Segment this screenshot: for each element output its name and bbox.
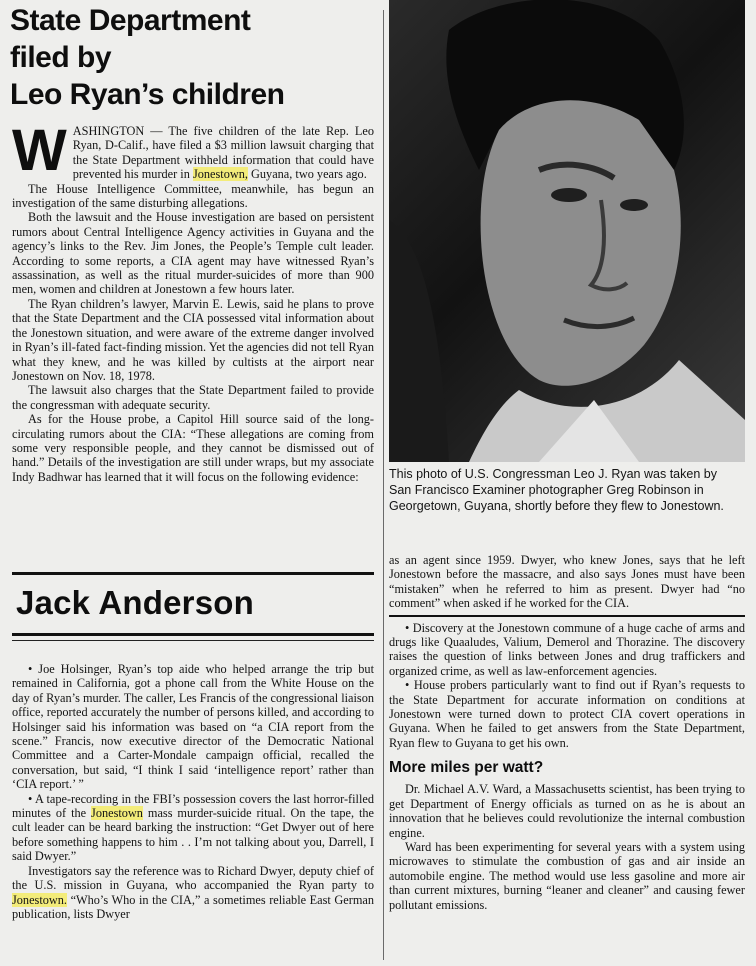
column-rule-bottom-thin <box>12 640 374 641</box>
lead-text-2: Guyana, two years ago. <box>247 167 367 182</box>
paragraph-text: mass murder-suicide ritual. On the tape, the cult leader can be heard barking the instruction: “Get Dwyer out of here before something happens to him . . I’m not talking about you, Darrell, I said Dwyer.” <box>12 806 374 864</box>
column-name: Jack Anderson <box>16 584 254 621</box>
paragraph: Ward has been experimenting for several years with a system using microwaves to stimulate the combustion of gas and air inside an automobile engine. The method would use less gasoline and more air than current mixtures, burning “leaner and cleaner” and causing fewer pollutant emissions. <box>389 839 745 912</box>
paragraph: Dr. Michael A.V. Ward, a Massachusetts scientist, has been trying to get Department of Energy officials as turned on as he is about an innovation that he believes could revolutionize the internal combustion engine. <box>389 782 745 840</box>
paragraph-text: “Who’s Who in the CIA,” a sometimes reliable East German publication, lists Dwyer <box>12 892 374 921</box>
paragraph: • Joe Holsinger, Ryan’s top aide who helped arrange the trip but remained in California, got a phone call from the White House on the day of Ryan’s murder. The caller, Les Francis of the congressional liaison office, reported accurately the number of persons killed, and according to Holsinger said his information was based on “a CIA report from the scene.” Francis, now executive director of the Democratic National Committee and a Carter-Mondale campaign official, recalled the conversation, but said, “I think I said ‘intelligence report’ rather than ‘CIA report.’ ” <box>12 662 374 792</box>
section-rule <box>389 615 745 617</box>
column-divider <box>383 10 384 960</box>
column-rule-bottom <box>12 633 374 636</box>
story-column-lower <box>12 662 374 921</box>
paragraph: The lawsuit also charges that the State Department failed to provide the congressman with adequate security. <box>12 383 374 412</box>
paragraph: • House probers particularly want to find out if Ryan’s requests to the State Department for accurate information on conditions at Jonestown were turned down to protect CIA covert operations in Guyana. When he failed to get answers from the State Department, Ryan flew to Guyana to get his own. <box>389 678 745 750</box>
paragraph: The Ryan children’s lawyer, Marvin E. Lewis, said he plans to prove that the State Department and the CIA possessed vital information about the Jonestown situation, and were aware of the extreme danger involved in Ryan’s ill-fated fact-finding mission. Yet the agencies did not tell Ryan what they knew, and he was killed by cultists at the airport near Jonestown on Nov. 18, 1978. <box>12 296 374 383</box>
photo-leo-ryan <box>389 0 745 462</box>
headline-line-3: Leo Ryan’s children <box>10 78 285 111</box>
paragraph-text: • A tape-recording in the FBI’s possession covers the last horror-filled minutes of the <box>12 791 374 821</box>
highlight-jonestown: Jonestown, <box>192 167 248 182</box>
headline <box>10 2 380 113</box>
paragraph: Both the lawsuit and the House investigation are based on persistent rumors about Central Intelligence Agency activities in Guyana and the agency’s links to the Rev. Jim Jones, the People’s Temple cult leader. According to some reports, a CIA agent may have witnessed Ryan’s assassination, as well as the ritual murder-suicides of more than 900 men, women and children at Jonestown a few hours later. <box>12 210 374 297</box>
headline-line-2: filed by <box>10 41 112 74</box>
paragraph: The House Intelligence Committee, meanwhile, has begun an investigation of the same disturbing allegations. <box>12 181 374 211</box>
subhead: More miles per watt? <box>389 759 544 777</box>
portrait-illustration <box>389 0 745 462</box>
column-rule-top <box>12 572 374 575</box>
lead-text-1: ASHINGTON — The five children of the late Rep. Leo Ryan, D-Calif., have filed a $3 million lawsuit charging that the State Department withheld information that could have prevented his murder in <box>72 124 374 182</box>
story-column-right <box>389 553 745 912</box>
story-column-upper <box>12 118 374 484</box>
highlight-jonestown: Jonestown. <box>12 892 67 907</box>
paragraph: • Discovery at the Jonestown commune of a huge cache of arms and drugs like Quaaludes, Valium, Demerol and Thorazine. The discovery raises the question of links between Jones and drug traffickers and organized crime, as well as law-enforcement agencies. <box>389 620 745 678</box>
lead-paragraph <box>12 118 374 183</box>
paragraph <box>12 792 374 864</box>
highlight-jonestown: Jonestown <box>91 806 143 821</box>
photo-caption: This photo of U.S. Congressman Leo J. Ryan was taken by San Francisco Examiner photographer Greg Robinson in Georgetown, Guyana, shortly before they flew to Jonestown. <box>389 467 724 513</box>
paragraph <box>12 864 374 922</box>
paragraph: As for the House probe, a Capitol Hill source said of the long-circulating rumors about the CIA: “These allegations are coming from some very responsible people, and they cannot be dismissed out of hand.” Details of the investigation are still under wraps, but my associate Indy Badhwar has learned that it will focus on the following evidence: <box>12 412 374 484</box>
headline-line-1: State Department <box>10 4 251 37</box>
drop-cap: W <box>12 118 67 183</box>
paragraph: as an agent since 1959. Dwyer, who knew Jones, says that he left Jonestown before the massacre, and also says Jones must have been “mistaken” when he referred to him as present. Dwyer had “no comment” when asked if he worked for the CIA. <box>389 553 745 611</box>
paragraph-text: Investigators say the reference was to Richard Dwyer, deputy chief of the U.S. mission in Guyana, who accompanied the Ryan party to <box>12 863 374 893</box>
